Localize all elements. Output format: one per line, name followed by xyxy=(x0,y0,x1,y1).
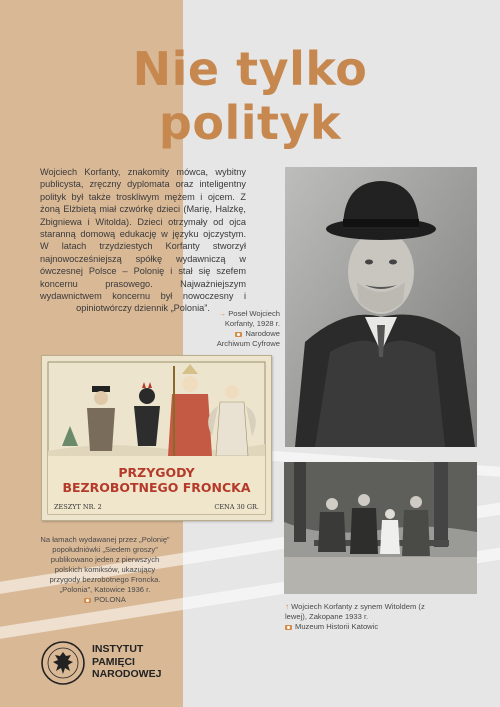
page-title-line1: Nie tylko xyxy=(132,42,368,96)
comic-caption-text: Na łamach wydawanej przez „Polonię” popołudniówki „Siedem groszy” publikowano jeden z pierwszych polskich komiksów, ukazujący przygody bezrobotnego Froncka. „Polonia”, Katowice 1936 r. xyxy=(40,535,170,594)
family-caption-text: Wojciech Korfanty z synem Witoldem (z lewej), Zakopane 1933 r. xyxy=(285,602,425,621)
arrow-right-icon: → xyxy=(218,309,227,318)
comic-cover xyxy=(41,355,272,521)
portrait-caption-text: Poseł Wojciech Korfanty, 1928 r. xyxy=(224,309,280,328)
camera-icon xyxy=(84,598,91,603)
camera-icon xyxy=(285,625,292,630)
family-photo-image xyxy=(284,462,477,594)
family-photo xyxy=(284,462,477,594)
family-caption-source: Muzeum Historii Katowic xyxy=(295,622,379,631)
portrait-photo-image xyxy=(285,167,477,447)
portrait-caption-source: Narodowe Archiwum Cyfrowe xyxy=(216,329,280,348)
comic-caption xyxy=(40,535,170,605)
comic-title-line1: PRZYGODY xyxy=(118,465,195,480)
eagle-seal-icon xyxy=(40,640,86,686)
institution-logo-text xyxy=(92,643,161,681)
logo-line3: NARODOWEJ xyxy=(92,668,162,680)
comic-illustration xyxy=(42,356,271,520)
comic-issue: ZESZYT NR. 2 xyxy=(54,503,102,511)
family-caption xyxy=(285,602,435,632)
portrait-caption xyxy=(205,309,280,349)
comic-caption-source: POLONA xyxy=(94,595,126,604)
body-paragraph: Wojciech Korfanty, znakomity mówca, wybitny publicysta, zręczny dyplomata oraz inteligentny polityk był także troskliwym mężem i ojcem. Z żoną Elżbietą miał czwórkę dzieci (Marię, Halzkę, Zbigniewa i Witolda). Dzieci otrzymały od ojca staranną domową edukację w języku ojczystym. W latach trzydziestych Korfanty stworzył najnowocześniejszą spółkę wydawniczą w ówczesnej Polsce – Polonię i stał się szefem koncernu prasowego. Najważniejszym wydawnictwem koncernu był nowoczesny i opiniotwórczy dziennik „Polonia”. xyxy=(40,167,246,314)
arrow-up-icon: ↑ xyxy=(285,602,289,611)
logo-line1: INSTYTUT xyxy=(92,643,144,655)
page-title-line2: polityk xyxy=(158,96,342,150)
page-title xyxy=(0,42,500,150)
comic-title-line2: BEZROBOTNEGO FRONCKA xyxy=(62,480,251,495)
comic-price: CENA 30 GR. xyxy=(214,503,259,511)
camera-icon xyxy=(235,332,242,337)
logo-line2: PAMIĘCI xyxy=(92,655,135,668)
portrait-photo xyxy=(285,167,477,447)
